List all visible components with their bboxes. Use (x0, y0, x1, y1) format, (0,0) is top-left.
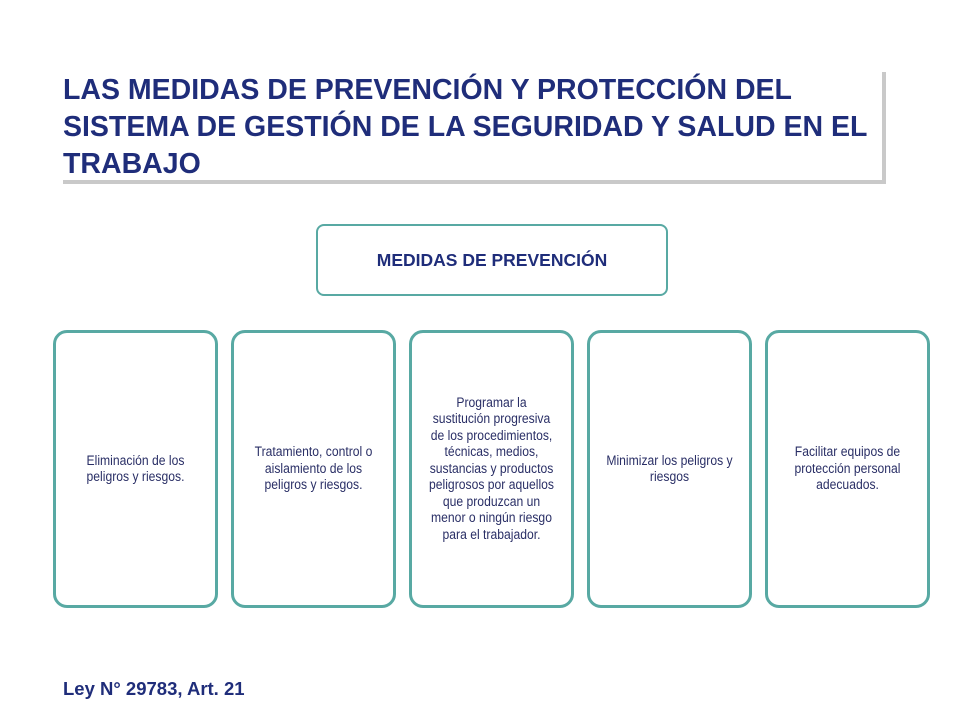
card-text: Programar la sustitución progresiva de los procedimientos, técnicas, medios, sustancias y productos peligrosos por aquellos que produzcan un menor o ningún riesgo para el trabajador. (429, 394, 554, 542)
card-eliminacion (53, 330, 218, 608)
card-text: Tratamiento, control o aislamiento de los peligros y riesgos. (254, 444, 373, 493)
card-text: Eliminación de los peligros y riesgos. (86, 452, 185, 484)
card-text: Facilitar equipos de protección personal adecuados. (794, 444, 901, 493)
card-tratamiento (231, 330, 396, 608)
page-title: LAS MEDIDAS DE PREVENCIÓN Y PROTECCIÓN DEL SISTEMA DE GESTIÓN DE LA SEGURIDAD Y SALUD EN EL TRABAJO (63, 74, 867, 180)
card-minimizar (587, 330, 752, 608)
card-equipos-proteccion (765, 330, 930, 608)
footnote-law-reference: Ley N° 29783, Art. 21 (63, 678, 245, 699)
header-label: MEDIDAS DE PREVENCIÓN (376, 249, 608, 270)
header-box-medidas-prevencion (316, 224, 668, 296)
card-text: Minimizar los peligros y riesgos (606, 452, 733, 484)
card-sustitucion (409, 330, 574, 608)
